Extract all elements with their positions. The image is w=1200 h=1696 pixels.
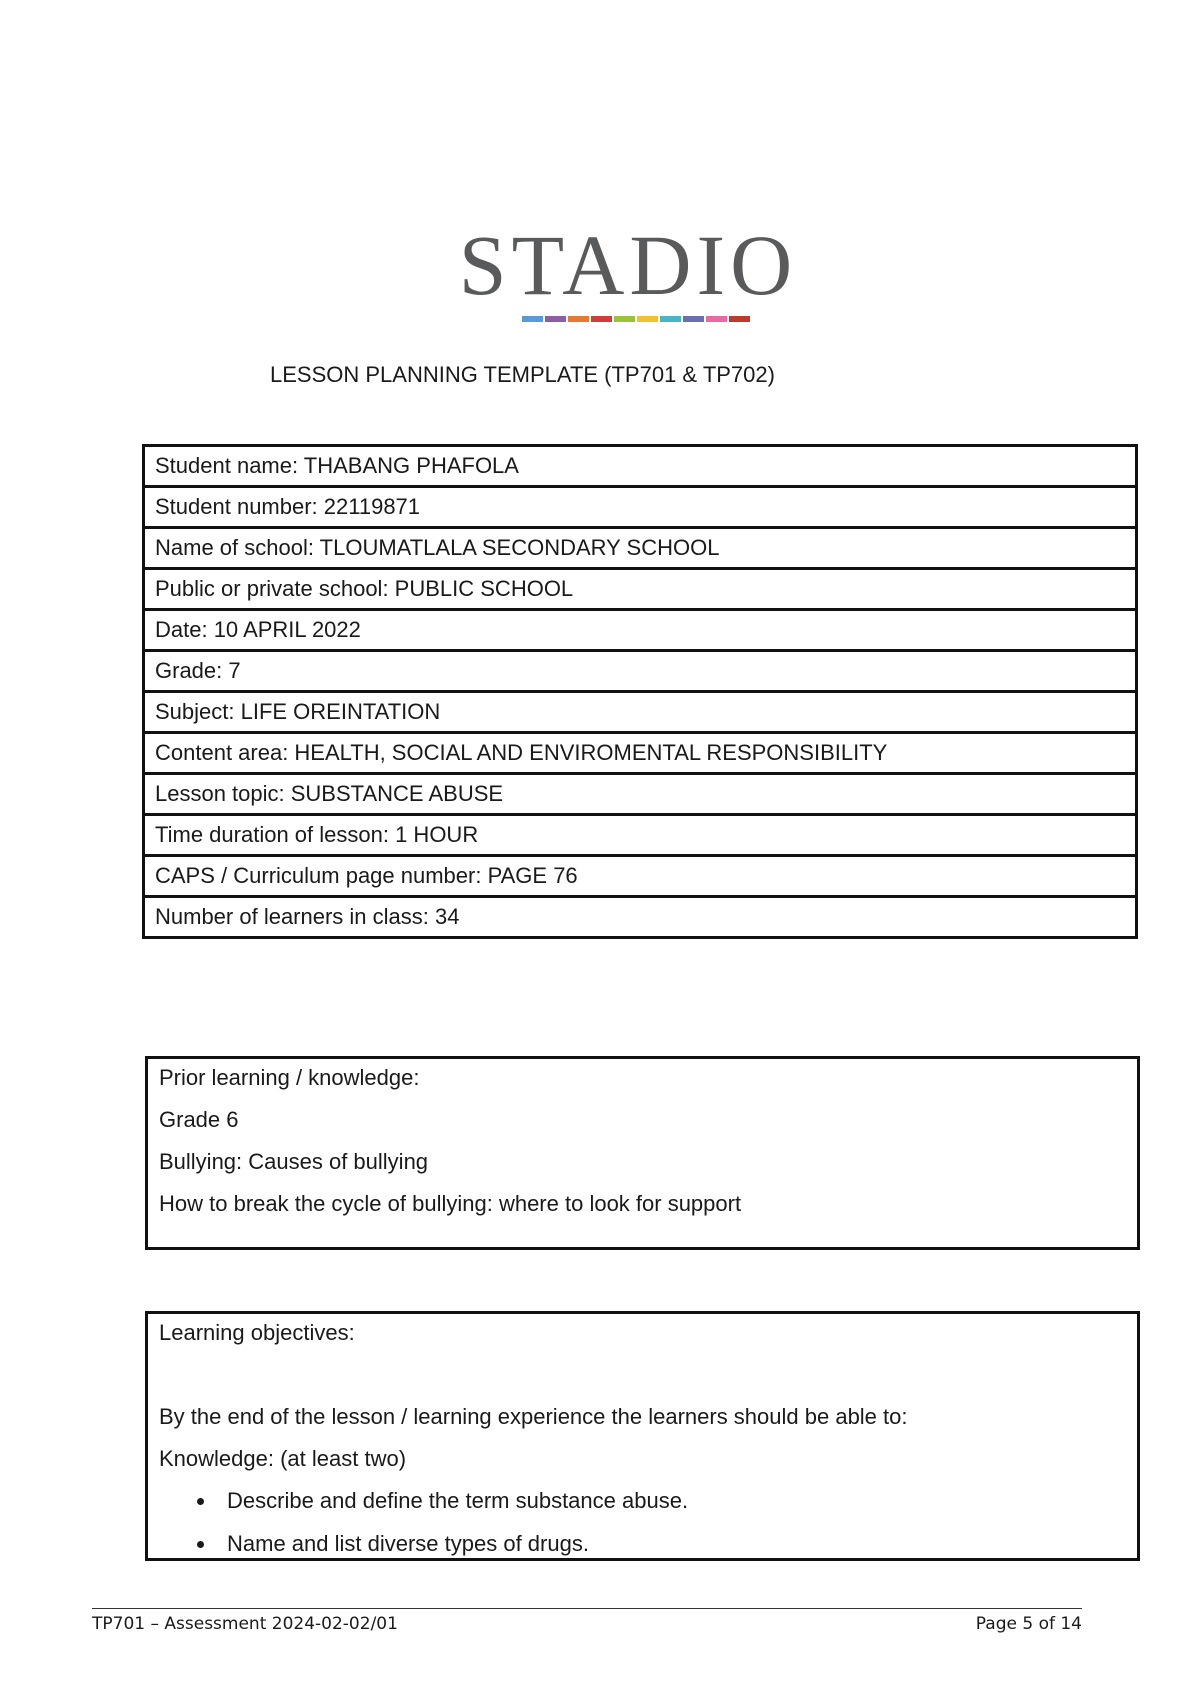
info-lesson-topic: Lesson topic: SUBSTANCE ABUSE xyxy=(144,774,1137,815)
list-item: • Describe and define the term substance abuse. xyxy=(217,1488,1126,1514)
table-row xyxy=(144,651,1137,692)
logo-bar-segment xyxy=(614,316,635,322)
logo-bar-segment xyxy=(545,316,566,322)
logo-bar-segment xyxy=(729,316,750,322)
footer-document-code: TP701 – Assessment 2024-02-02/01 xyxy=(92,1614,398,1634)
table-row xyxy=(144,610,1137,651)
info-grade: Grade: 7 xyxy=(144,651,1137,692)
logo-bar-segment xyxy=(568,316,589,322)
logo-bar-segment xyxy=(683,316,704,322)
info-school-name: Name of school: TLOUMATLALA SECONDARY SCHOOL xyxy=(144,528,1137,569)
objectives-heading: Learning objectives: xyxy=(159,1320,355,1345)
objectives-knowledge-label: Knowledge: (at least two) xyxy=(159,1446,407,1471)
logo-bar-segment xyxy=(591,316,612,322)
table-row xyxy=(144,692,1137,733)
logo-bar-segment xyxy=(522,316,543,322)
footer-page-number: Page 5 of 14 xyxy=(975,1614,1082,1634)
learning-objectives-box xyxy=(145,1311,1140,1561)
info-learner-count: Number of learners in class: 34 xyxy=(144,897,1137,938)
page-title: LESSON PLANNING TEMPLATE (TP701 & TP702) xyxy=(270,362,775,387)
info-student-number: Student number: 22119871 xyxy=(144,487,1137,528)
table-row xyxy=(144,528,1137,569)
list-item: • Name and list diverse types of drugs. xyxy=(217,1531,1126,1557)
table-row xyxy=(144,897,1137,938)
info-subject: Subject: LIFE OREINTATION xyxy=(144,692,1137,733)
objectives-intro: By the end of the lesson / learning experience the learners should be able to: xyxy=(159,1404,908,1429)
logo-color-bar xyxy=(522,316,752,322)
student-info-table xyxy=(142,444,1138,939)
info-content-area: Content area: HEALTH, SOCIAL AND ENVIROMENTAL RESPONSIBILITY xyxy=(144,733,1137,774)
table-row xyxy=(144,446,1137,487)
info-student-name: Student name: THABANG PHAFOLA xyxy=(144,446,1137,487)
prior-learning-heading: Prior learning / knowledge: xyxy=(159,1065,420,1090)
logo-bar-segment xyxy=(706,316,727,322)
table-row xyxy=(144,774,1137,815)
prior-learning-line: How to break the cycle of bullying: where to look for support xyxy=(159,1191,742,1216)
table-row xyxy=(144,733,1137,774)
info-school-type: Public or private school: PUBLIC SCHOOL xyxy=(144,569,1137,610)
prior-learning-line: Bullying: Causes of bullying xyxy=(159,1149,429,1174)
logo-wordmark: STADIO xyxy=(458,217,798,313)
table-row xyxy=(144,487,1137,528)
prior-learning-line: Grade 6 xyxy=(159,1107,239,1132)
info-caps-page: CAPS / Curriculum page number: PAGE 76 xyxy=(144,856,1137,897)
logo-bar-segment xyxy=(660,316,681,322)
info-time-duration: Time duration of lesson: 1 HOUR xyxy=(144,815,1137,856)
objectives-list xyxy=(159,1488,1126,1557)
table-row xyxy=(144,815,1137,856)
prior-learning-box xyxy=(145,1056,1140,1250)
table-row xyxy=(144,856,1137,897)
info-date: Date: 10 APRIL 2022 xyxy=(144,610,1137,651)
footer-divider xyxy=(92,1608,1082,1609)
table-row xyxy=(144,569,1137,610)
logo-bar-segment xyxy=(637,316,658,322)
stadio-logo xyxy=(448,217,808,332)
